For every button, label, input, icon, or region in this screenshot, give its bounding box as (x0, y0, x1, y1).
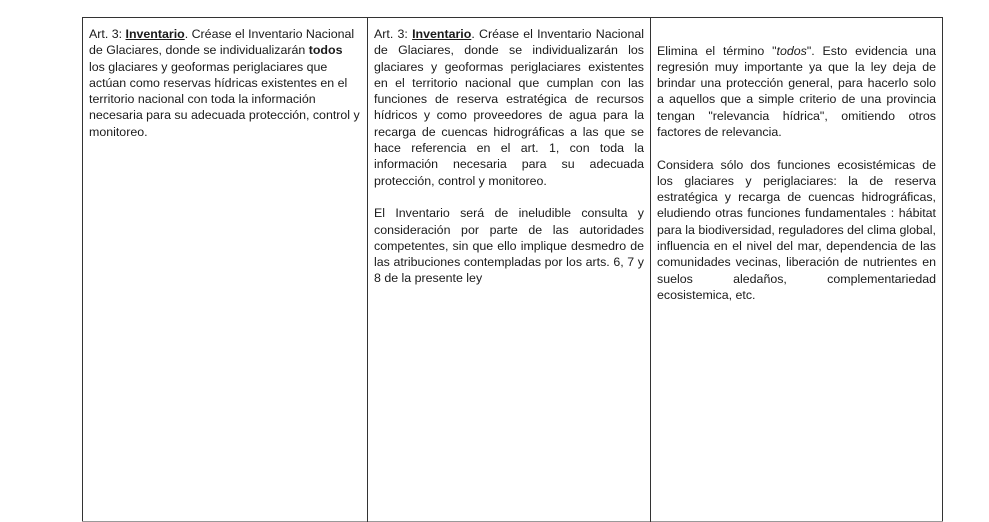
original-article-paragraph (89, 26, 361, 140)
emphasized-word: todos (308, 43, 343, 58)
comment-text-part: Elimina el término " (657, 43, 777, 58)
article-prefix: Art. 3: (374, 27, 413, 41)
italic-term: todos (776, 43, 807, 58)
article-title: Inventario (125, 27, 185, 41)
modified-text-cell (368, 18, 651, 522)
modified-article-paragraph (374, 26, 644, 189)
table-row (83, 18, 943, 522)
article-text-part: los glaciares y geoformas periglaciares que actúan como reservas hídricas existentes en el territorio nacional con toda la información necesaria para su adecuada protección, control y monitoreo. (89, 59, 360, 139)
comment-text-part: ". Esto evidencia una regresión muy importante ya que la ley deja de brindar una protección general, para hacerlo solo a aquellos que a simple criterio de una provincia tengan "relevancia hídrica", omitiendo otros factores de relevancia. (657, 43, 936, 139)
article-prefix: Art. 3: (89, 27, 126, 41)
comment-cell (651, 18, 943, 522)
comment-paragraph-1 (657, 43, 936, 141)
article-text-part: . Créase el Inventario Nacional de Glaciares, donde se individualizarán los glaciares y geoformas periglaciares existentes en el territorio nacional que cumplan con las funciones de reserva estratégica de recursos hídricos y como proveedores de agua para la recarga de cuencas hidrográficas a las que se hace referencia en el art. 1, con toda la información necesaria para su adecuada protección, control y monitoreo. (374, 27, 644, 188)
modified-article-paragraph-2: El Inventario será de ineludible consulta y consideración por parte de las autoridades competentes, sin que ello implique desmedro de las atribuciones contempladas por los arts. 6, 7 y 8 de la presente ley (374, 206, 644, 286)
comparison-table (82, 17, 943, 522)
article-text-part: . Créase el Inventario Nacional de Glaciares, donde se individualizarán (89, 27, 355, 58)
article-title: Inventario (412, 27, 472, 41)
comment-paragraph-2: Considera sólo dos funciones ecosistémicas de los glaciares y periglaciares: la de reserva estratégica y recarga de cuencas hidrográficas, eludiendo otras funciones fundamentales : hábitat para la biodiversidad, reguladores del clima global, influencia en el nivel del mar, dependencia de las comunidades vecinas, liberación de nutrientes en suelos aledaños, complementariedad ecosistemica, etc. (657, 157, 936, 302)
original-text-cell (83, 18, 368, 522)
